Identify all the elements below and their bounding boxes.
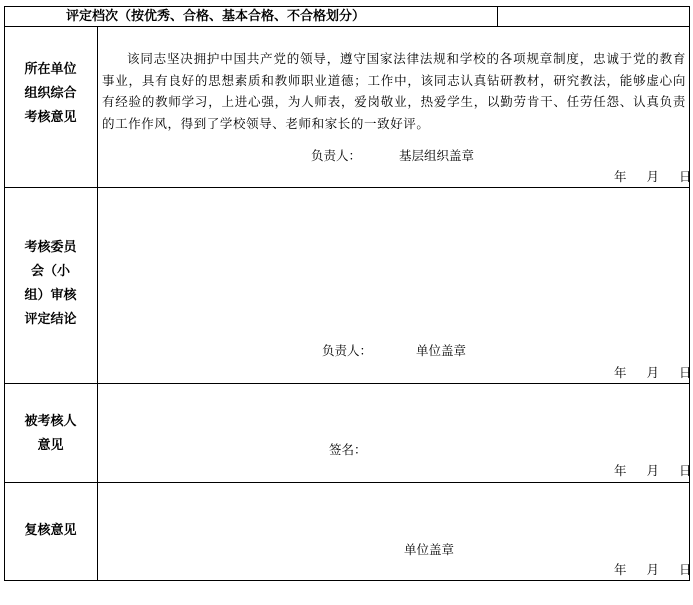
rating-value-field[interactable]	[500, 7, 688, 26]
row-divider-2	[4, 187, 690, 188]
month-label: 月	[646, 463, 660, 478]
committee-date	[614, 367, 692, 380]
label-line: 评定结论	[24, 312, 77, 327]
label-line: 会（小	[30, 264, 70, 279]
unit-responsible-label: 负责人：	[311, 148, 362, 163]
day-label: 日	[679, 365, 692, 380]
table-border-bottom	[4, 580, 690, 581]
unit-date	[614, 171, 692, 184]
month-label: 月	[646, 365, 660, 380]
label-line: 复核意见	[24, 523, 77, 538]
year-label: 年	[614, 169, 627, 184]
day-label: 日	[679, 169, 692, 184]
row-divider-4	[4, 482, 690, 483]
label-line: 组织综合	[24, 86, 77, 101]
day-label: 日	[679, 562, 692, 577]
month-label: 月	[646, 562, 660, 577]
day-label: 日	[679, 463, 692, 478]
committee-responsible-label: 负责人：	[322, 343, 373, 358]
committee-seal-label: 单位盖章	[416, 343, 467, 358]
label-line: 组）审核	[24, 288, 77, 303]
committee-label	[4, 236, 97, 332]
label-line: 考核意见	[24, 110, 77, 125]
year-label: 年	[614, 463, 627, 478]
label-column-divider	[97, 26, 98, 581]
label-line: 被考核人	[24, 414, 77, 429]
row-divider-1	[4, 26, 690, 27]
unit-seal-label: 基层组织盖章	[399, 148, 475, 163]
assessee-sign-label: 签名：	[329, 442, 367, 457]
label-line: 所在单位	[24, 62, 77, 77]
assessee-label	[4, 410, 97, 458]
header-divider	[497, 6, 498, 27]
review-date	[614, 564, 692, 577]
assessee-date	[614, 465, 692, 478]
year-label: 年	[614, 562, 627, 577]
unit-opinion-label	[4, 58, 97, 130]
row-divider-3	[4, 383, 690, 384]
month-label: 月	[646, 169, 660, 184]
review-label	[4, 519, 97, 543]
label-line: 考核委员	[24, 240, 77, 255]
review-seal-label: 单位盖章	[404, 542, 455, 557]
year-label: 年	[614, 365, 627, 380]
label-line: 意见	[37, 438, 64, 453]
unit-opinion-text: 该同志坚决拥护中国共产党的领导，遵守国家法律法规和学校的各项规章制度，忠诚于党的教育事业，具有良好的思想素质和教师职业道德；工作中，该同志认真钻研教材，研究教法，能够虚心向有经验的教师学习，上进心强，为人师表，爱岗敬业，热爱学生，以勤劳肯干、任劳任怨、认真负责的工作作风，得到了学校领导、老师和家长的一致好评。	[102, 51, 686, 131]
rating-title: 评定档次（按优秀、合格、基本合格、不合格划分）	[66, 9, 366, 24]
table-border-right	[689, 6, 690, 581]
